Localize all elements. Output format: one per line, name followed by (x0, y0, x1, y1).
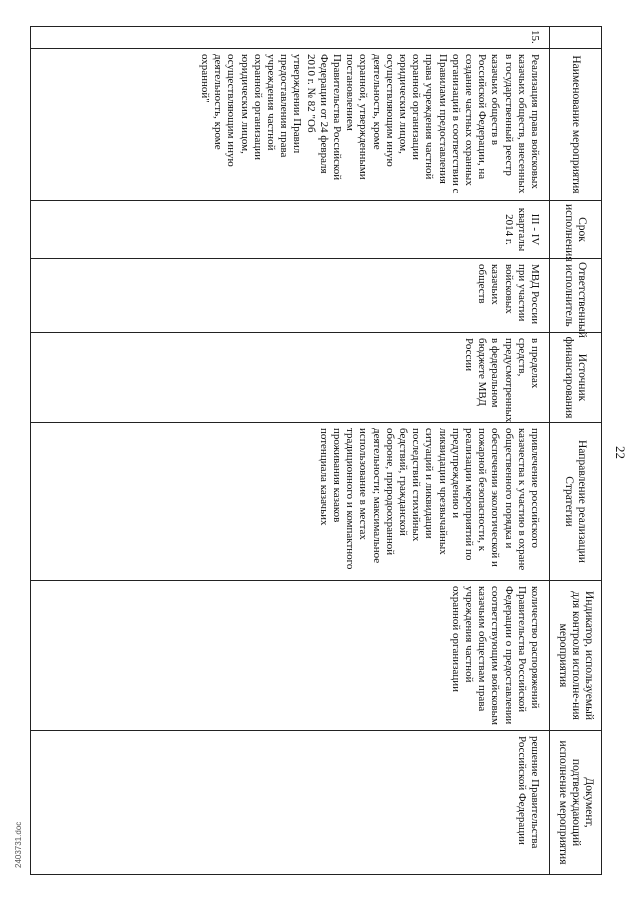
header-indicator: Индикатор, используемый для контроля исполне-ния мероприятия (550, 581, 602, 731)
row-term: III - IV кварталы 2014 г. (31, 201, 550, 259)
header-responsible: Ответственный исполнитель (550, 259, 602, 333)
measures-table (30, 26, 602, 875)
row-direction: привлечение российского казачества к участию в охране общественного порядка и обеспечении экологической и пожарной безопасности, к реализации мероприятий по предупреждению и ликвидации чрезвычайных ситуаций и ликвидации последствий стихийных бедствий, гражданской обороне, природоохранной деятельности; максимальное использование в местах традиционного и компактного проживания казаков потенциала казачьих (31, 423, 550, 581)
header-number (550, 27, 602, 49)
row-document: решение Правительства Российской Федерации (31, 731, 550, 875)
row-indicator: количество распоряжений Правительства Российской Федерации о предоставлении соответствующим войсковым казачьим обществам права учреждения частной охранной организации (31, 581, 550, 731)
table-row (31, 27, 550, 875)
row-funding: в пределах средств, предусмотренных в федеральном бюджете МВД России (31, 333, 550, 423)
row-responsible: МВД России при участии войсковых казачьих обществ (31, 259, 550, 333)
header-document: Документ, подтверждающий исполнение мероприятия (550, 731, 602, 875)
row-name: Реализация права войсковых казачьих обществ, внесенных в государственный реестр казачьих обществ в Российской Федерации, на создание частных охранных организаций в соответствии с Правилами предоставления права учреждения частной охранной организации юридическим лицом, осуществляющим иную деятельность, кроме охранной, утвержденными постановлением Правительства Российской Федерации от 24 февраля 2010 г. № 82 "Об утверждении Правил предоставления права учреждения частной охранной организации юридическим лицом, осуществляющим иную деятельность, кроме охранной" (31, 49, 550, 201)
row-number: 15. (31, 27, 550, 49)
header-funding: Источник финансирования (550, 333, 602, 423)
file-label: 2403731.doc (14, 821, 23, 868)
page-number: 22 (613, 446, 628, 459)
header-term: Срок исполнения (550, 201, 602, 259)
table-header-row (550, 27, 602, 875)
header-direction: Направление реализации Стратегии (550, 423, 602, 581)
header-name: Наименование мероприятия (550, 49, 602, 201)
